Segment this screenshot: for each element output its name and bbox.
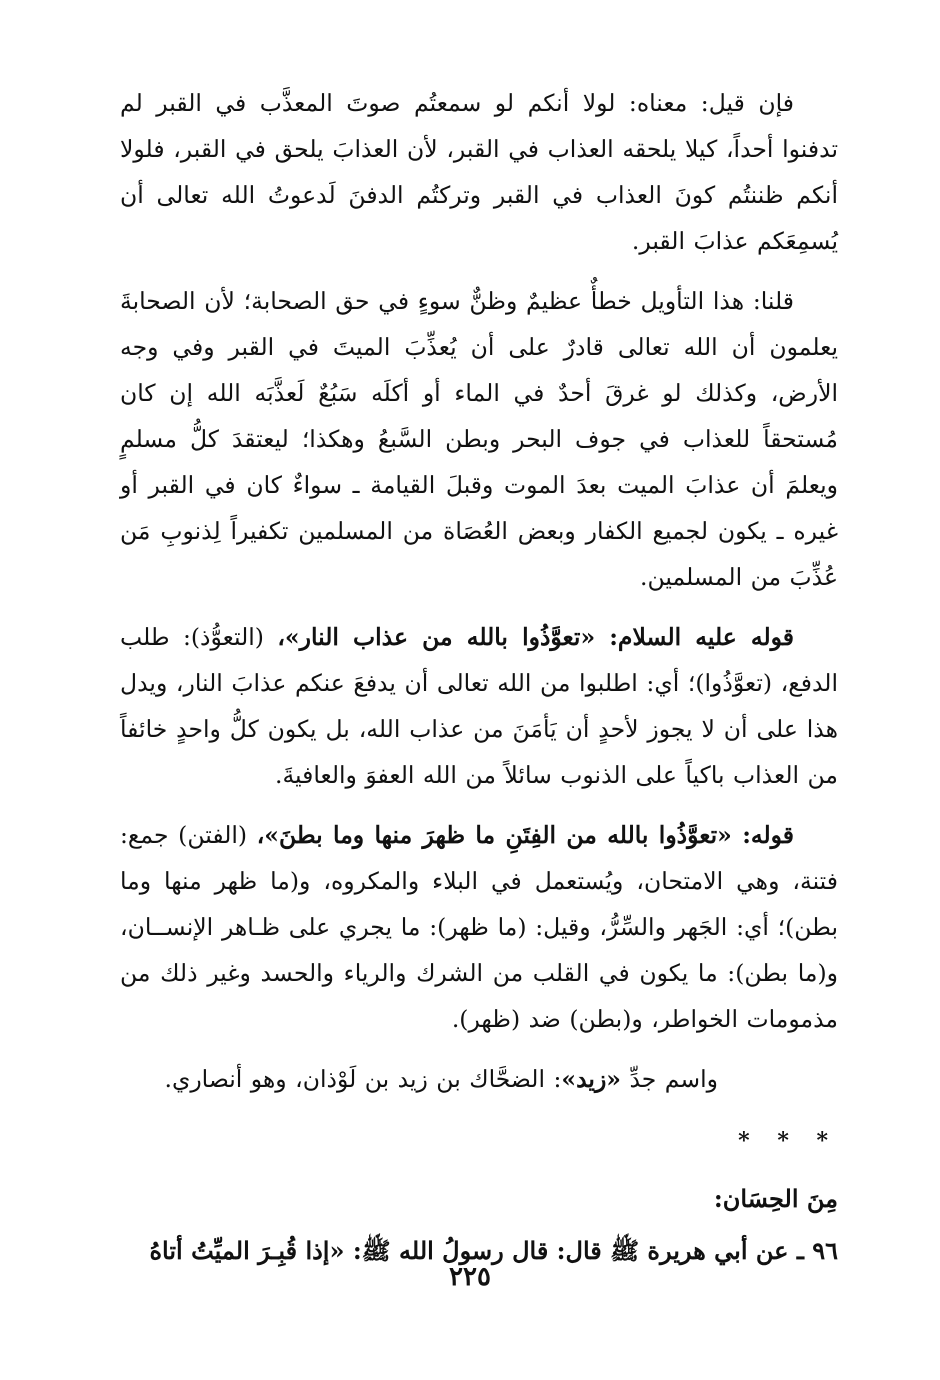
paragraph-4-lead: قوله: «تعوَّذُوا بالله من الفِتَنِ ما ظهرَ منها وما بطنَ»، [256, 821, 794, 849]
paragraph-4 [120, 812, 838, 1042]
paragraph-3-body: (التعوُّذ): طلب الدفع، (تعوَّذُوا)؛ أي: اطلبوا من الله تعالى أن يدفعَ عنكم عذابَ النار، ويدل هذا على أن لا يجوز لأحدٍ أن يَأمَنَ من عذاب الله، بل يكون كلُّ واحدٍ خائفاً من العذاب باكياً على الذنوب سائلاً من الله العفوَ والعافيةَ. [120, 623, 838, 789]
page-number: ٢٢٥ [449, 1262, 491, 1292]
section-heading: مِنَ الحِسَان: [713, 1184, 838, 1213]
paragraph-5-before: واسم جدِّ [620, 1065, 718, 1093]
page-body [120, 80, 838, 1274]
hadith-96-line: ٩٦ ـ عن أبي هريرة ﷺ قال: قال رسولُ الله ﷺ: «إذا قُبِـرَ الميِّتُ أتاهُ [149, 1236, 838, 1265]
section-separator: * * * [738, 1128, 838, 1154]
paragraph-4-body: (الفتن) جمع: فتنة، وهي الامتحان، ويُستعمل في البلاء والمكروه، و(ما ظهر منها وما بطن)؛ أي: الجَهر والسِّرُّ، وقيل: (ما ظهر): ما يجري على ظـاهر الإنســان، و(ما بطن): ما يكون في القلب من الشرك والرياء والحسد وغير ذلك من مذمومات الخواطر، و(بطن) ضد (ظهر). [120, 821, 838, 1033]
paragraph-2: قلنا: هذا التأويل خطأٌ عظيمٌ وظنٌّ سوءٍ في حق الصحابة؛ لأن الصحابةَ يعلمون أن الله تعالى قادرٌ على أن يُعذِّبَ الميتَ في القبر وفي وجه الأرض، وكذلك لو غرقَ أحدٌ في الماء أو أكلَه سَبُعٌ لَعذَّبَه الله إن كان مُستحقاً للعذاب في جوف البحر وبطن السَّبعُ وهكذا؛ ليعتقدَ كلُّ مسلمٍ ويعلمَ أن عذابَ الميت بعدَ الموت وقبلَ القيامة ـ سواءٌ كان في القبر أو غيره ـ يكون لجميع الكفار وبعض العُصَاة من المسلمين تكفيراً لِذنوبِ مَن عُذِّبَ من المسلمين. [120, 287, 838, 591]
paragraph-3-lead: قوله عليه السلام: «تعوَّذُوا بالله من عذاب النار»، [277, 623, 794, 651]
paragraph-1: فإن قيل: معناه: لولا أنكم لو سمعتُم صوتَ المعذَّب في القبر لم تدفنوا أحداً، كيلا يلحقه العذاب في القبر، لأن العذابَ يلحق في القبر، فلولا أنكم ظننتُم كونَ العذاب في القبر وتركتُم الدفنَ لَدعوتُ الله تعالى أن يُسمِعَكم عذابَ القبر. [120, 89, 838, 255]
paragraph-5-bold: «زيد» [561, 1065, 621, 1093]
paragraph-5 [120, 1056, 838, 1102]
paragraph-5-after: : الضحَّاك بن زيد بن لَوْذان، وهو أنصاري. [164, 1065, 562, 1093]
paragraph-3 [120, 614, 838, 798]
